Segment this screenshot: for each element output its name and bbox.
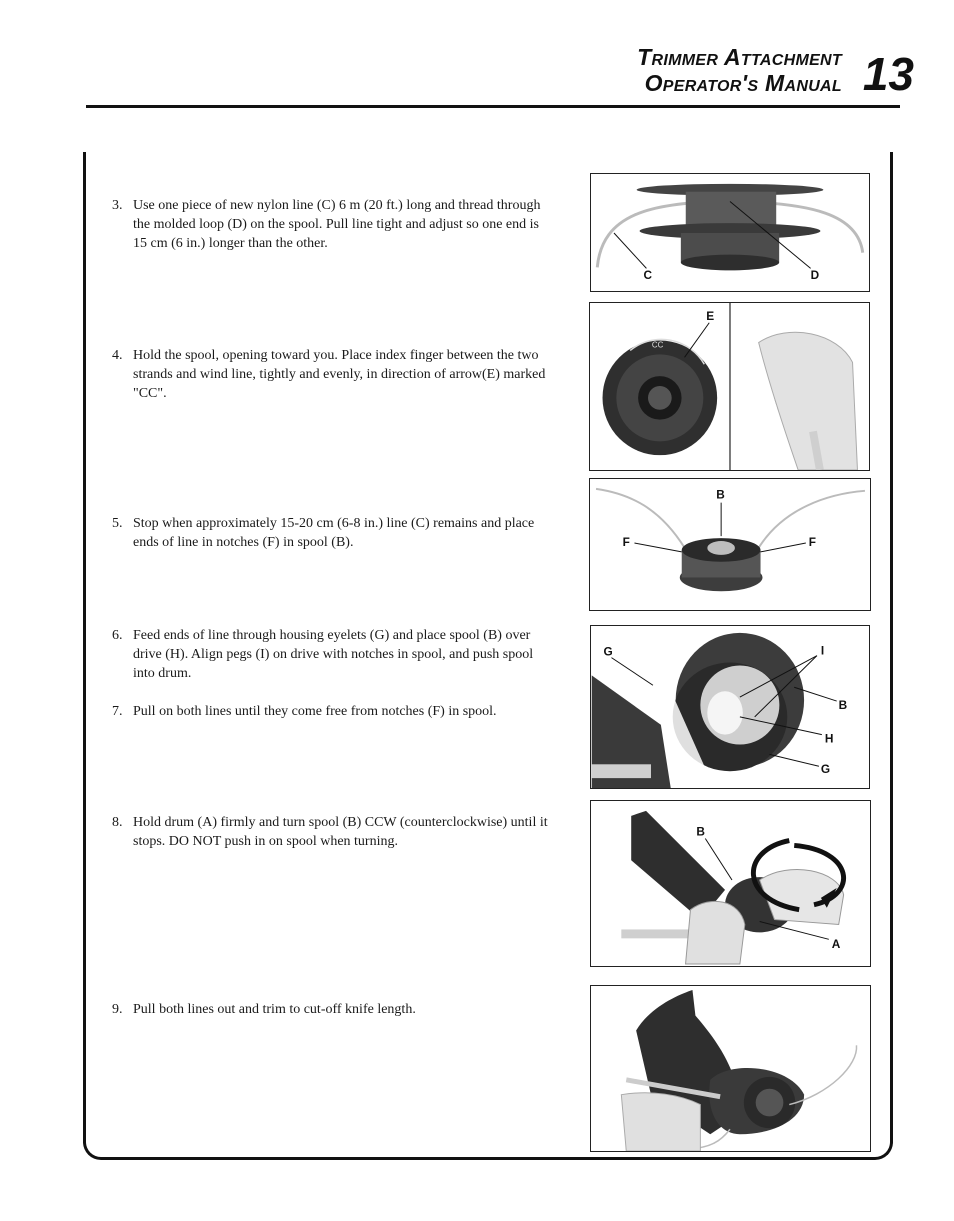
- label-b: B: [716, 487, 725, 502]
- figure-spool-notches: [589, 478, 871, 611]
- figure-spool-threading: [590, 173, 870, 292]
- label-f-right: F: [808, 534, 817, 549]
- cc-marking: CC: [651, 340, 664, 350]
- manual-title-line1: Trimmer Attachment: [637, 44, 842, 70]
- header-rule: [86, 105, 900, 108]
- turn-spool-illustration: [591, 801, 870, 966]
- step-number: 9.: [112, 1002, 123, 1017]
- step-number: 6.: [112, 628, 123, 643]
- figure-trim-lines: [590, 985, 871, 1152]
- label-b: B: [838, 697, 848, 712]
- step-text: Hold the spool, opening toward you. Place index finger between the two strands and wind line, tightly and evenly, in direction of arrow(E) marked "CC".: [133, 348, 546, 401]
- label-g-bottom: G: [820, 762, 831, 777]
- figure-spool-winding: [589, 302, 870, 471]
- step-text: Hold drum (A) firmly and turn spool (B) CCW (counterclockwise) until it stops. DO NOT push in on spool when turning.: [133, 815, 548, 849]
- figure-housing-drive: [590, 625, 870, 789]
- page-number: 13: [862, 48, 914, 100]
- trim-lines-illustration: [591, 986, 870, 1151]
- figure-turn-spool: [590, 800, 871, 967]
- step-9: [112, 1000, 552, 1019]
- step-4: [112, 346, 552, 403]
- step-8: [112, 813, 552, 851]
- step-number: 3.: [112, 198, 123, 213]
- step-text: Pull both lines out and trim to cut-off knife length.: [133, 1002, 416, 1017]
- spool-threading-illustration: [591, 174, 869, 291]
- label-a: A: [831, 937, 841, 952]
- label-e: E: [706, 308, 715, 323]
- step-text: Use one piece of new nylon line (C) 6 m (20 ft.) long and thread through the molded loop (D) on the spool. Pull line tight and adjust so one end is 15 cm (6 in.) longer than the other.: [133, 198, 541, 251]
- step-5: [112, 514, 552, 552]
- step-number: 7.: [112, 704, 123, 719]
- label-b: B: [696, 824, 705, 839]
- step-6: [112, 626, 552, 683]
- housing-drive-illustration: [591, 626, 869, 788]
- step-number: 4.: [112, 348, 123, 363]
- label-h: H: [824, 731, 834, 746]
- step-7: [112, 702, 552, 721]
- label-d: D: [810, 269, 820, 283]
- label-g-top: G: [603, 644, 613, 659]
- step-number: 8.: [112, 815, 123, 830]
- step-3: [112, 196, 552, 253]
- label-f-left: F: [622, 534, 630, 549]
- spool-winding-illustration: [590, 303, 869, 470]
- step-text: Feed ends of line through housing eyelets (G) and place spool (B) over drive (H). Align pegs (I) on drive with notches in spool, and push spool into drum.: [133, 628, 534, 681]
- manual-title-line2: Operator's Manual: [644, 70, 842, 96]
- step-text: Stop when approximately 15-20 cm (6-8 in.) line (C) remains and place ends of line in notches (F) in spool (B).: [133, 516, 535, 550]
- label-c: C: [643, 269, 652, 283]
- label-i: I: [820, 643, 825, 658]
- step-text: Pull on both lines until they come free from notches (F) in spool.: [133, 704, 497, 719]
- manual-title: [637, 44, 842, 96]
- spool-notches-illustration: [590, 479, 870, 610]
- step-number: 5.: [112, 516, 123, 531]
